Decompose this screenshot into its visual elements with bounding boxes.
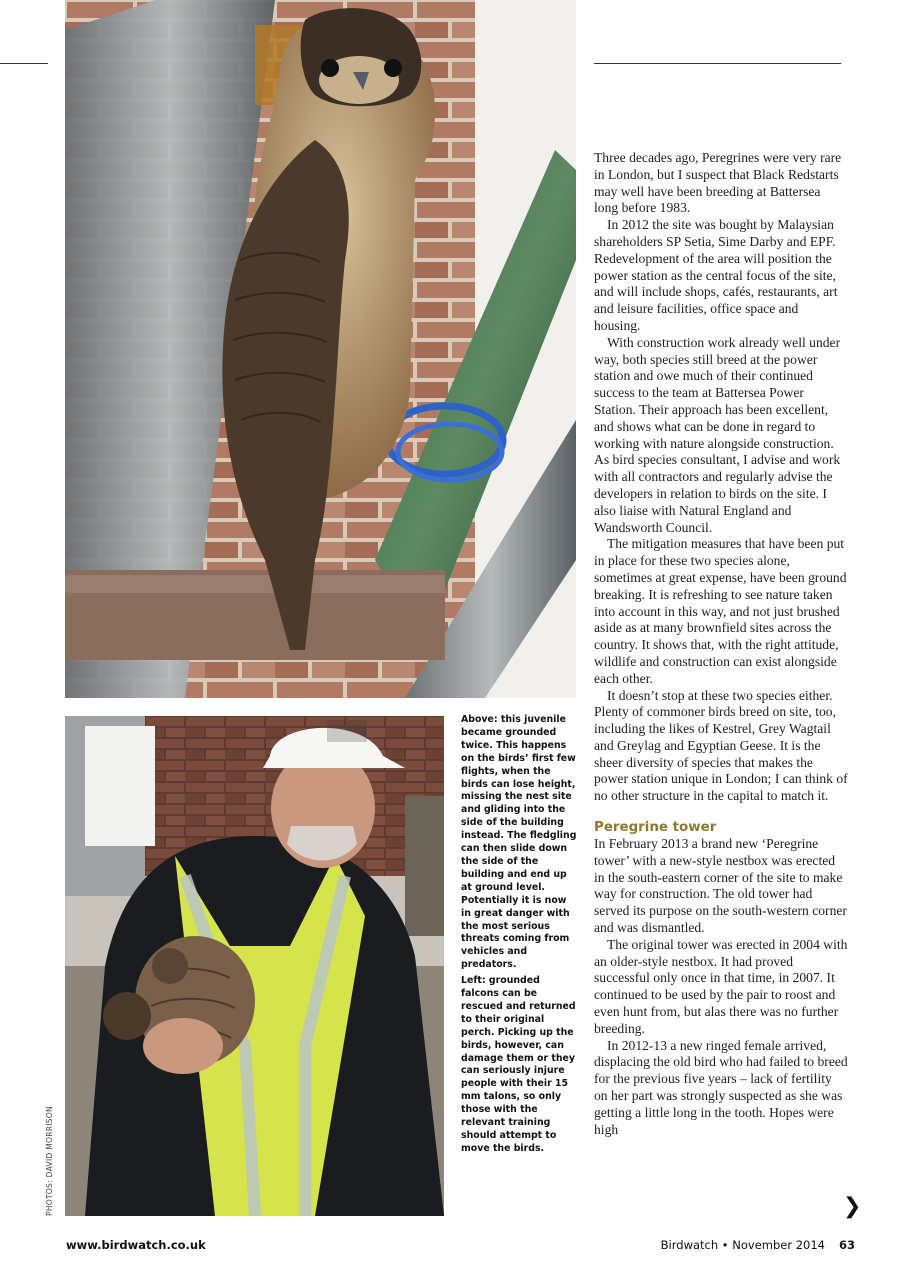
article-paragraph: In 2012-13 a new ringed female arrived, displacing the old bird who had failed to breed for the previous five years – lack of fertility on her part was strongly suspected as she was getting a little long in the tooth. Hopes were high xyxy=(594,1037,848,1137)
caption-above: Above: this juvenile became grounded twice. This happens on the birds’ first few flights, when the birds can lose height, missing the nest site and gliding into the side of the building instead. The fledgling can then slide down the side of the building and end up at ground level. Potentially it is now in great danger with the most serious threats coming from vehicles and predators. xyxy=(461,714,577,971)
article-body xyxy=(594,150,848,1138)
top-rule-left xyxy=(0,63,48,64)
article-paragraph: The original tower was erected in 2004 with an older-style nestbox. It had proved successful only once in that time, in 2007. It continued to be used by the pair to roost and even hunt from, but alas there was no further breeding. xyxy=(594,936,848,1036)
worker-photo xyxy=(65,716,444,1216)
falcon-photo xyxy=(65,0,576,698)
photo-credit: PHOTOS: DAVID MORRISON xyxy=(45,1106,54,1216)
footer-website[interactable]: www.birdwatch.co.uk xyxy=(66,1238,206,1252)
article-paragraph: The mitigation measures that have been put in place for these two species alone, sometimes at great expense, have been ground breaking. It is refreshing to see nature taken into account in this way, and not just brushed aside as at many brownfield sites across the country. It shows that, with the right attitude, wildlife and construction can exist alongside each other. xyxy=(594,536,847,686)
article-paragraph: Three decades ago, Peregrines were very rare in London, but I suspect that Black Redstarts may well have been breeding at Battersea long before 1983. xyxy=(594,150,842,216)
footer-magazine: Birdwatch • November 2014 xyxy=(660,1238,825,1252)
article-paragraph: In 2012 the site was bought by Malaysian shareholders SP Setia, Sime Darby and EPF. Redevelopment of the area will position the power station as the central focus of the site, and will include shops, cafés, restaurants, art and leisure facilities, office space and housing. xyxy=(594,217,838,333)
chevron-right-icon: ❯ xyxy=(843,1194,862,1219)
article-paragraph: With construction work already well under way, both species still breed at the power station and owe much of their continued success to the team at Battersea Power Station. Their approach has been excellent, and shows what can be done in regard to working with nature alongside construction. As bird species consultant, I advise and work with all contractors and regularly advise the developers in relation to birds on the site. I also liaise with Natural England and Wandsworth Council. xyxy=(594,334,841,535)
top-rule-right xyxy=(594,63,841,64)
photo-caption xyxy=(461,714,579,1159)
article-paragraph: In February 2013 a brand new ‘Peregrine tower’ with a new-style nestbox was erected in the south-eastern corner of the site to make way for construction. The old tower had served its purpose on the south-western corner and was dismantled. xyxy=(594,836,847,936)
article-paragraph: It doesn’t stop at these two species either. Plenty of commoner birds breed on site, too, including the likes of Kestrel, Grey Wagtail and Greylag and Egyptian Geese. It is the sheer diversity of species that makes the power station unique in London; I can think of no other structure in the capital to match it. xyxy=(594,687,848,804)
section-heading: Peregrine tower xyxy=(594,820,717,836)
page-number: 63 xyxy=(838,1238,855,1252)
caption-left: Left: grounded falcons can be rescued and returned to their original perch. Picking up the birds, however, can damage them or they can seriously injure people with their 15 mm talons, so only those with the relevant training should attempt to move the birds. xyxy=(461,975,576,1154)
